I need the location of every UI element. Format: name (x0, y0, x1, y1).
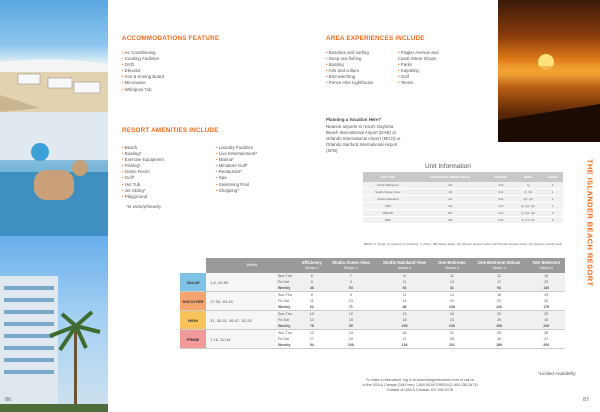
unit-info-cell: Studio Mainland (363, 196, 413, 203)
rate-value: 18 (433, 311, 471, 318)
area-experiences-col2 (398, 50, 448, 87)
unit-info-body (363, 182, 563, 224)
season-label: HIGH (180, 311, 206, 330)
unit-info-cell: Full (488, 203, 514, 210)
rate-value: 108 (347, 343, 354, 347)
rate-value: 126 (496, 305, 503, 309)
rates-header-unit (433, 258, 471, 273)
planning-body: Nearest airports to resort: Daytona Beach International Airport (DAB) or Orlando International Airport (MCO) or Orlando Sanford International Airport (SFB) (326, 124, 401, 153)
accommodation-item: • Elevator (122, 68, 164, 74)
amenity-item: • Fishing* (122, 163, 164, 169)
rates-header-unit-name: One Bedroom Deluxe (477, 260, 521, 265)
rate-value: 13 (348, 299, 353, 303)
area-item: • Beaches and surfing (326, 50, 398, 56)
resort-name-vertical: THE ISLANDER BEACH RESORT (585, 159, 595, 287)
rate-value: 40 (527, 317, 565, 323)
limited-availability-note: *Limited Availability (538, 371, 576, 376)
rate-value: 25 (544, 299, 549, 303)
rate-value: 90 (326, 323, 376, 330)
unit-info-header-row (363, 172, 563, 182)
rate-value: 12 (326, 311, 376, 318)
rate-period: Weekly (276, 323, 298, 330)
season-label: VALUE (180, 273, 206, 292)
rates-header-unit-name: One Bedroom (438, 260, 466, 265)
unit-info-row (363, 196, 563, 203)
unit-info-title: Unit Information (425, 163, 471, 170)
rates-header-unit (376, 258, 433, 273)
rate-value: 81 (433, 285, 471, 292)
unit-info-cell: 2 (542, 217, 563, 224)
area-item: • Flagler Avenue and Canal Street Shops (398, 50, 448, 62)
rate-value: 7 (326, 273, 376, 279)
accommodation-item: • Air Conditioning (122, 50, 164, 56)
footer-line-3: Outside of USA & Canada: 407-205-5178 (387, 388, 453, 392)
rate-value: 14 (449, 293, 454, 297)
amenity-item: • Hot Tub (122, 182, 164, 188)
unit-info-cell: Q2, Q4 (514, 196, 542, 203)
unit-info-header-cell: KITCHEN (488, 172, 514, 182)
rate-value: 14 (348, 331, 353, 335)
sunset-photo (498, 0, 600, 142)
rate-period: Sun-Thu (276, 273, 298, 279)
beach-chairs-photo (0, 0, 108, 112)
season-weeks: 31, 35-42, 46-47, 51-52 (206, 311, 276, 330)
accommodations-heading: ACCOMMODATIONS FEATURE (122, 35, 220, 42)
accommodation-item: • Iron & Ironing Board (122, 74, 164, 80)
area-item: • Boating (326, 62, 398, 68)
rates-header-unit-name: Studio Mainland View (383, 260, 427, 265)
rate-value: 94 (309, 343, 314, 347)
beds-legend: BEDS: K (King), Q (Queen), D (Double), T (Twin), SB (Sleep Sofa), Q2 (Queen sleeper sofa), D2 (Double sleeper sofa), Q4 (Queen murphy bed) (364, 242, 563, 246)
resort-amenities-heading: RESORT AMENITIES INCLUDE (122, 127, 219, 134)
rate-value: 53 (326, 285, 376, 292)
area-item: • Bird watching (326, 74, 398, 80)
amenity-item: • Laundry Facilities (216, 145, 257, 151)
rate-value: 8 (310, 293, 313, 297)
rate-value: 23 (544, 293, 549, 297)
unit-info-cell: K, 2T, Q2 (514, 217, 542, 224)
amenity-item: • Shopping* (216, 188, 257, 194)
rates-header-weeks: Weeks (206, 258, 298, 273)
accommodation-item: • DVD (122, 62, 164, 68)
rates-header-row (180, 258, 565, 273)
unit-info-cell: Q, Q2, Q2 (514, 210, 542, 217)
rate-value: 108 (448, 305, 455, 309)
rates-header-unit (471, 258, 528, 273)
rate-value: 161 (448, 343, 455, 347)
area-experiences-heading: AREA EXPERIENCES INCLUDE (326, 35, 425, 42)
rate-value: 17 (309, 337, 314, 341)
rate-value: 14 (402, 299, 407, 303)
rate-value: 29 (527, 311, 565, 318)
rate-value: 189 (496, 343, 503, 347)
rate-value: 17 (471, 279, 528, 285)
rate-value: 35 (544, 331, 549, 335)
rates-header-sleeps: Sleeps 4 (397, 266, 412, 270)
unit-info-header-cell: OCCUPANCY (PRIVACY/MAX) (413, 172, 488, 182)
pool-scene-art (0, 112, 108, 236)
unit-info-cell: 4/4 (413, 196, 488, 203)
rates-header-unit (527, 258, 565, 273)
area-item: • Kayaking (398, 68, 448, 74)
unit-info-cell: 4/4 (413, 203, 488, 210)
rate-period: Sun-Thu (278, 293, 292, 297)
sunset-beach-art (498, 0, 600, 142)
rate-value: 19 (449, 299, 454, 303)
rate-period: Fri-Sat (276, 279, 298, 285)
rate-value: 16 (527, 273, 565, 279)
rate-value: 21 (402, 337, 407, 341)
amenity-item: • Golf* (122, 175, 164, 181)
page-number-left: 86 (5, 397, 12, 403)
unit-info-cell: Full (488, 210, 514, 217)
area-item: • Ponce Inlet Lighthouse (326, 80, 398, 86)
rate-period: Fri-Sat (276, 317, 298, 323)
vicinity-note: *In vicinity/Nearby (126, 204, 162, 209)
rate-value: 9 (326, 279, 376, 285)
rate-value: 21 (449, 331, 454, 335)
unit-info-cell: Full (488, 189, 514, 196)
rate-period: Fri-Sat (278, 299, 289, 303)
planning-heading: Planning a Vacation Here? (326, 117, 382, 122)
rates-header-unit-name: Studio Ocean View (332, 260, 370, 265)
amenity-item: • Game Room (122, 169, 164, 175)
amenity-item: • Spa (216, 175, 257, 181)
rates-header-sleeps: Sleeps 4 (445, 266, 459, 270)
resort-amenities-col2 (216, 145, 257, 194)
unit-info-header-cell: UNIT TYPE (363, 172, 413, 182)
rate-period: Sun-Thu (278, 331, 292, 335)
unit-info-row (363, 210, 563, 217)
unit-info-header-cell: BATHS (542, 172, 563, 182)
amenity-item: • Playground (122, 194, 164, 200)
rate-value: 29 (471, 317, 528, 323)
rate-value: 228 (527, 323, 565, 330)
unit-info-cell: Full (488, 217, 514, 224)
unit-info-table (363, 172, 563, 224)
rate-value: 12 (471, 273, 528, 279)
rate-value: 32 (497, 337, 502, 341)
rate-value: 16 (402, 331, 407, 335)
unit-info-cell: 2BR (363, 217, 413, 224)
rate-value: 20 (471, 311, 528, 318)
season-weeks: 17-30, 43-45 (206, 292, 276, 311)
unit-info-header-cell: BEDS (514, 172, 542, 182)
rate-period: Weekly (278, 305, 291, 309)
rate-value: 269 (543, 343, 550, 347)
rate-value: 19 (348, 337, 353, 341)
rate-value: 62 (309, 305, 314, 309)
amenity-item: • Jet Skiing* (122, 188, 164, 194)
rate-value: 179 (543, 305, 550, 309)
unit-info-cell: 2 (542, 210, 563, 217)
page-number-right: 87 (583, 397, 590, 403)
season-label: DISCOVER (180, 292, 206, 311)
rate-value: 9 (349, 293, 352, 297)
rate-value: 23 (433, 317, 471, 323)
area-item: • Golf (398, 74, 448, 80)
unit-info-cell: 4/4 (413, 189, 488, 196)
rate-value: 16 (497, 293, 502, 297)
season-weeks: 7-16, 32-34 (206, 330, 276, 349)
building-scene-art (0, 236, 108, 412)
rate-value: 136 (433, 323, 471, 330)
rate-value: 18 (376, 317, 433, 323)
accommodations-list (122, 50, 164, 93)
unit-info-cell: 1BR (363, 203, 413, 210)
season-label: PRIME (180, 330, 206, 349)
accommodation-item: • Cooking Facilities (122, 56, 164, 62)
unit-info-cell: 6/6 (413, 217, 488, 224)
rate-value: 13 (433, 279, 471, 285)
rate-value: 94 (471, 285, 528, 292)
building-palm-photo (0, 236, 108, 412)
amenity-item: • Boating* (122, 151, 164, 157)
unit-info-cell: Q, Q2, Q4 (514, 203, 542, 210)
rates-body (180, 273, 565, 349)
rate-value: 8 (298, 279, 326, 285)
rate-value: 159 (471, 323, 528, 330)
rates-header-unit (298, 258, 326, 273)
rates-header-sleeps: Sleeps 2 (305, 266, 319, 270)
rate-period: Weekly (278, 343, 291, 347)
rate-value: 25 (497, 331, 502, 335)
resort-amenities-col1 (122, 145, 164, 200)
rate-value: 88 (402, 305, 407, 309)
unit-info-cell: Full (488, 182, 514, 189)
rate-value: 46 (298, 285, 326, 292)
amenity-item: • Swimming Pool (216, 182, 257, 188)
rate-value: 10 (298, 311, 326, 318)
pool-photo (0, 112, 108, 236)
area-item: • Parks (398, 62, 448, 68)
rate-value: 8 (376, 273, 433, 279)
unit-info-cell: Q, Q2 (514, 189, 542, 196)
unit-info-cell: Studio Efficiency (363, 182, 413, 189)
rate-value: 13 (298, 317, 326, 323)
rate-value: 12 (309, 331, 314, 335)
rate-value: 13 (376, 311, 433, 318)
rate-value: 47 (544, 337, 549, 341)
rate-value: 78 (298, 323, 326, 330)
unit-info-cell: 1 (542, 196, 563, 203)
unit-info-cell: 1 (542, 189, 563, 196)
amenity-item: • Live Entertainment* (216, 151, 257, 157)
area-item: • Tennis (398, 80, 448, 86)
unit-info-row (363, 189, 563, 196)
unit-info-cell: 1 (542, 203, 563, 210)
amenity-item: • Marina* (216, 157, 257, 163)
rate-value: 71 (348, 305, 353, 309)
unit-info-row (363, 203, 563, 210)
rate-period: Weekly (276, 285, 298, 292)
unit-info-cell: Q (514, 182, 542, 189)
rate-value: 6 (298, 273, 326, 279)
beach-scene-art (0, 0, 108, 112)
rates-header-blank (180, 258, 206, 273)
rates-header-unit (326, 258, 376, 273)
season-weeks: 1-6, 49-50 (206, 273, 276, 292)
rate-value: 66 (376, 285, 433, 292)
amenity-item: • Beach (122, 145, 164, 151)
rates-header-sleeps: Sleeps 4 (344, 266, 358, 270)
unit-info-cell: 2/3 (413, 182, 488, 189)
rate-value: 136 (527, 285, 565, 292)
rate-period: Sun-Thu (276, 311, 298, 318)
unit-info-cell: Studio Ocean View (363, 189, 413, 196)
amenity-item: • Exercise Equipment (122, 157, 164, 163)
rate-value: 11 (402, 293, 407, 297)
rate-value: 128 (401, 343, 408, 347)
unit-info-cell: 1 (542, 182, 563, 189)
rates-header-unit-name: Efficiency (301, 260, 322, 265)
rates-table (180, 258, 565, 349)
unit-info-row (363, 217, 563, 224)
rates-header-sleeps: Sleeps 6 (539, 266, 553, 270)
rate-value: 11 (376, 279, 433, 285)
area-item: • Arts and culture (326, 68, 398, 74)
accommodation-item: • Microwave (122, 80, 164, 86)
area-experiences-col1 (326, 50, 398, 87)
amenity-item: • Miniature Golf* (216, 163, 257, 169)
rates-header-sleeps: Sleeps 4 (492, 266, 506, 270)
rate-value: 11 (309, 299, 314, 303)
footer-line-1: To make a reservation, log in to www.bluegreenowner.com or call us (365, 378, 475, 382)
rate-value: 23 (527, 279, 565, 285)
unit-info-cell: 6/4 (413, 210, 488, 217)
rates-header-unit-name: Two Bedroom (532, 260, 560, 265)
rate-period: Fri-Sat (278, 337, 289, 341)
rate-value: 28 (449, 337, 454, 341)
unit-info-cell: Full (488, 196, 514, 203)
accommodation-item: • Whirlpool Tub (122, 87, 164, 93)
rate-value: 15 (326, 317, 376, 323)
footer-line-2: In the USA & Canada (Toll-Free): 1-800-BLUEGREEN (1-800-258-3473) (362, 383, 478, 387)
rate-value: 23 (497, 299, 502, 303)
area-item: • Deep sea fishing (326, 56, 398, 62)
amenity-item: • Restaurant* (216, 169, 257, 175)
footer-reservations (330, 378, 510, 393)
unit-info-cell: 1BR/2D (363, 210, 413, 217)
rate-value: 105 (376, 323, 433, 330)
rate-value: 11 (433, 273, 471, 279)
